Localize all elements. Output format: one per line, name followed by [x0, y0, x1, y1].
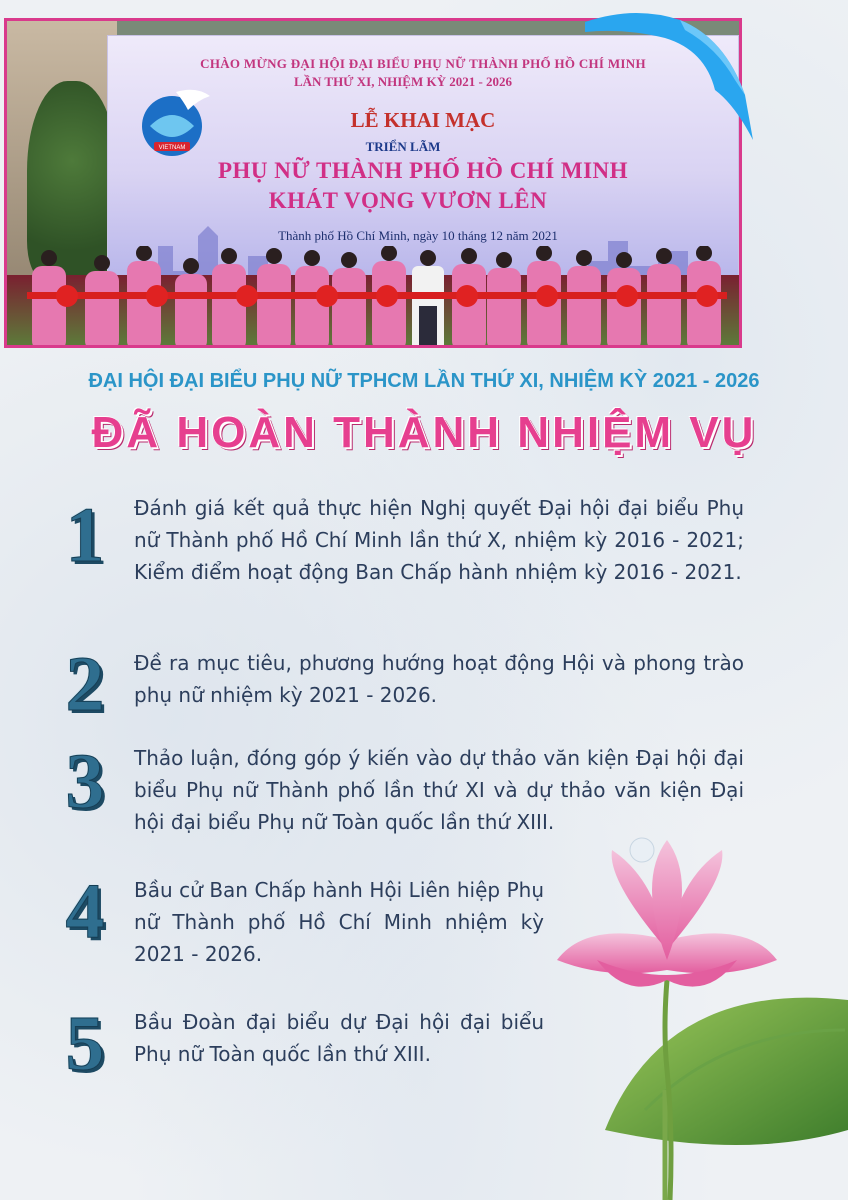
- item-text: Bầu Đoàn đại biểu dự Đại hội đại biểu Phụ nữ Toàn quốc lần thứ XIII.: [134, 1010, 544, 1066]
- banner-date: Thành phố Hồ Chí Minh, ngày 10 tháng 12 năm 2021: [278, 228, 558, 243]
- womens-union-logo-icon: [136, 84, 214, 162]
- item-number: 4: [65, 867, 105, 954]
- item-number: 3: [65, 737, 105, 824]
- lotus-flower-illustration: [545, 830, 848, 1200]
- item-text: Thảo luận, đóng góp ý kiến vào dự thảo văn kiện Đại hội đại biểu Phụ nữ Thành phố lần thứ XI và dự thảo văn kiện Đại hội đại biểu Phụ nữ Toàn quốc lần thứ XIII.: [134, 746, 744, 834]
- banner-event-title: LỄ KHAI MẠC: [350, 108, 496, 132]
- page-subtitle: ĐẠI HỘI ĐẠI BIỂU PHỤ NỮ TPHCM LẦN THỨ XI, NHIỆM KỲ 2021 - 2026: [88, 370, 760, 392]
- ribbon-cutting-people: [27, 246, 727, 348]
- item-text: Đề ra mục tiêu, phương hướng hoạt động Hội và phong trào phụ nữ nhiệm kỳ 2021 - 2026.: [134, 651, 744, 707]
- banner-main-title-2: KHÁT VỌNG VƯƠN LÊN: [268, 188, 548, 213]
- item-number: 5: [65, 999, 105, 1086]
- banner-exhibition-label: TRIỂN LÃM: [365, 139, 441, 154]
- banner-term-line: LẦN THỨ XI, NHIỆM KỲ 2021 - 2026: [293, 74, 513, 89]
- blue-ribbon-decoration: [585, 10, 755, 140]
- banner-welcome-line: CHÀO MỪNG ĐẠI HỘI ĐẠI BIỂU PHỤ NỮ THÀNH PHỐ HỒ CHÍ MINH: [200, 56, 646, 71]
- logo-text: VIETNAM: [158, 145, 186, 151]
- item-number: 2: [65, 640, 105, 727]
- page-title: ĐÃ HOÀN THÀNH NHIỆM VỤ: [91, 408, 757, 457]
- banner-main-title-1: PHỤ NỮ THÀNH PHỐ HỒ CHÍ MINH: [217, 158, 629, 183]
- item-text: Đánh giá kết quả thực hiện Nghị quyết Đại hội đại biểu Phụ nữ Thành phố Hồ Chí Minh lần thứ X, nhiệm kỳ 2016 - 2021; Kiểm điểm hoạt động Ban Chấp hành nhiệm kỳ 2016 - 2021.: [134, 496, 744, 584]
- item-number: 1: [65, 491, 105, 578]
- item-text: Bầu cử Ban Chấp hành Hội Liên hiệp Phụ nữ Thành phố Hồ Chí Minh nhiệm kỳ 2021 - 2026.: [134, 878, 544, 966]
